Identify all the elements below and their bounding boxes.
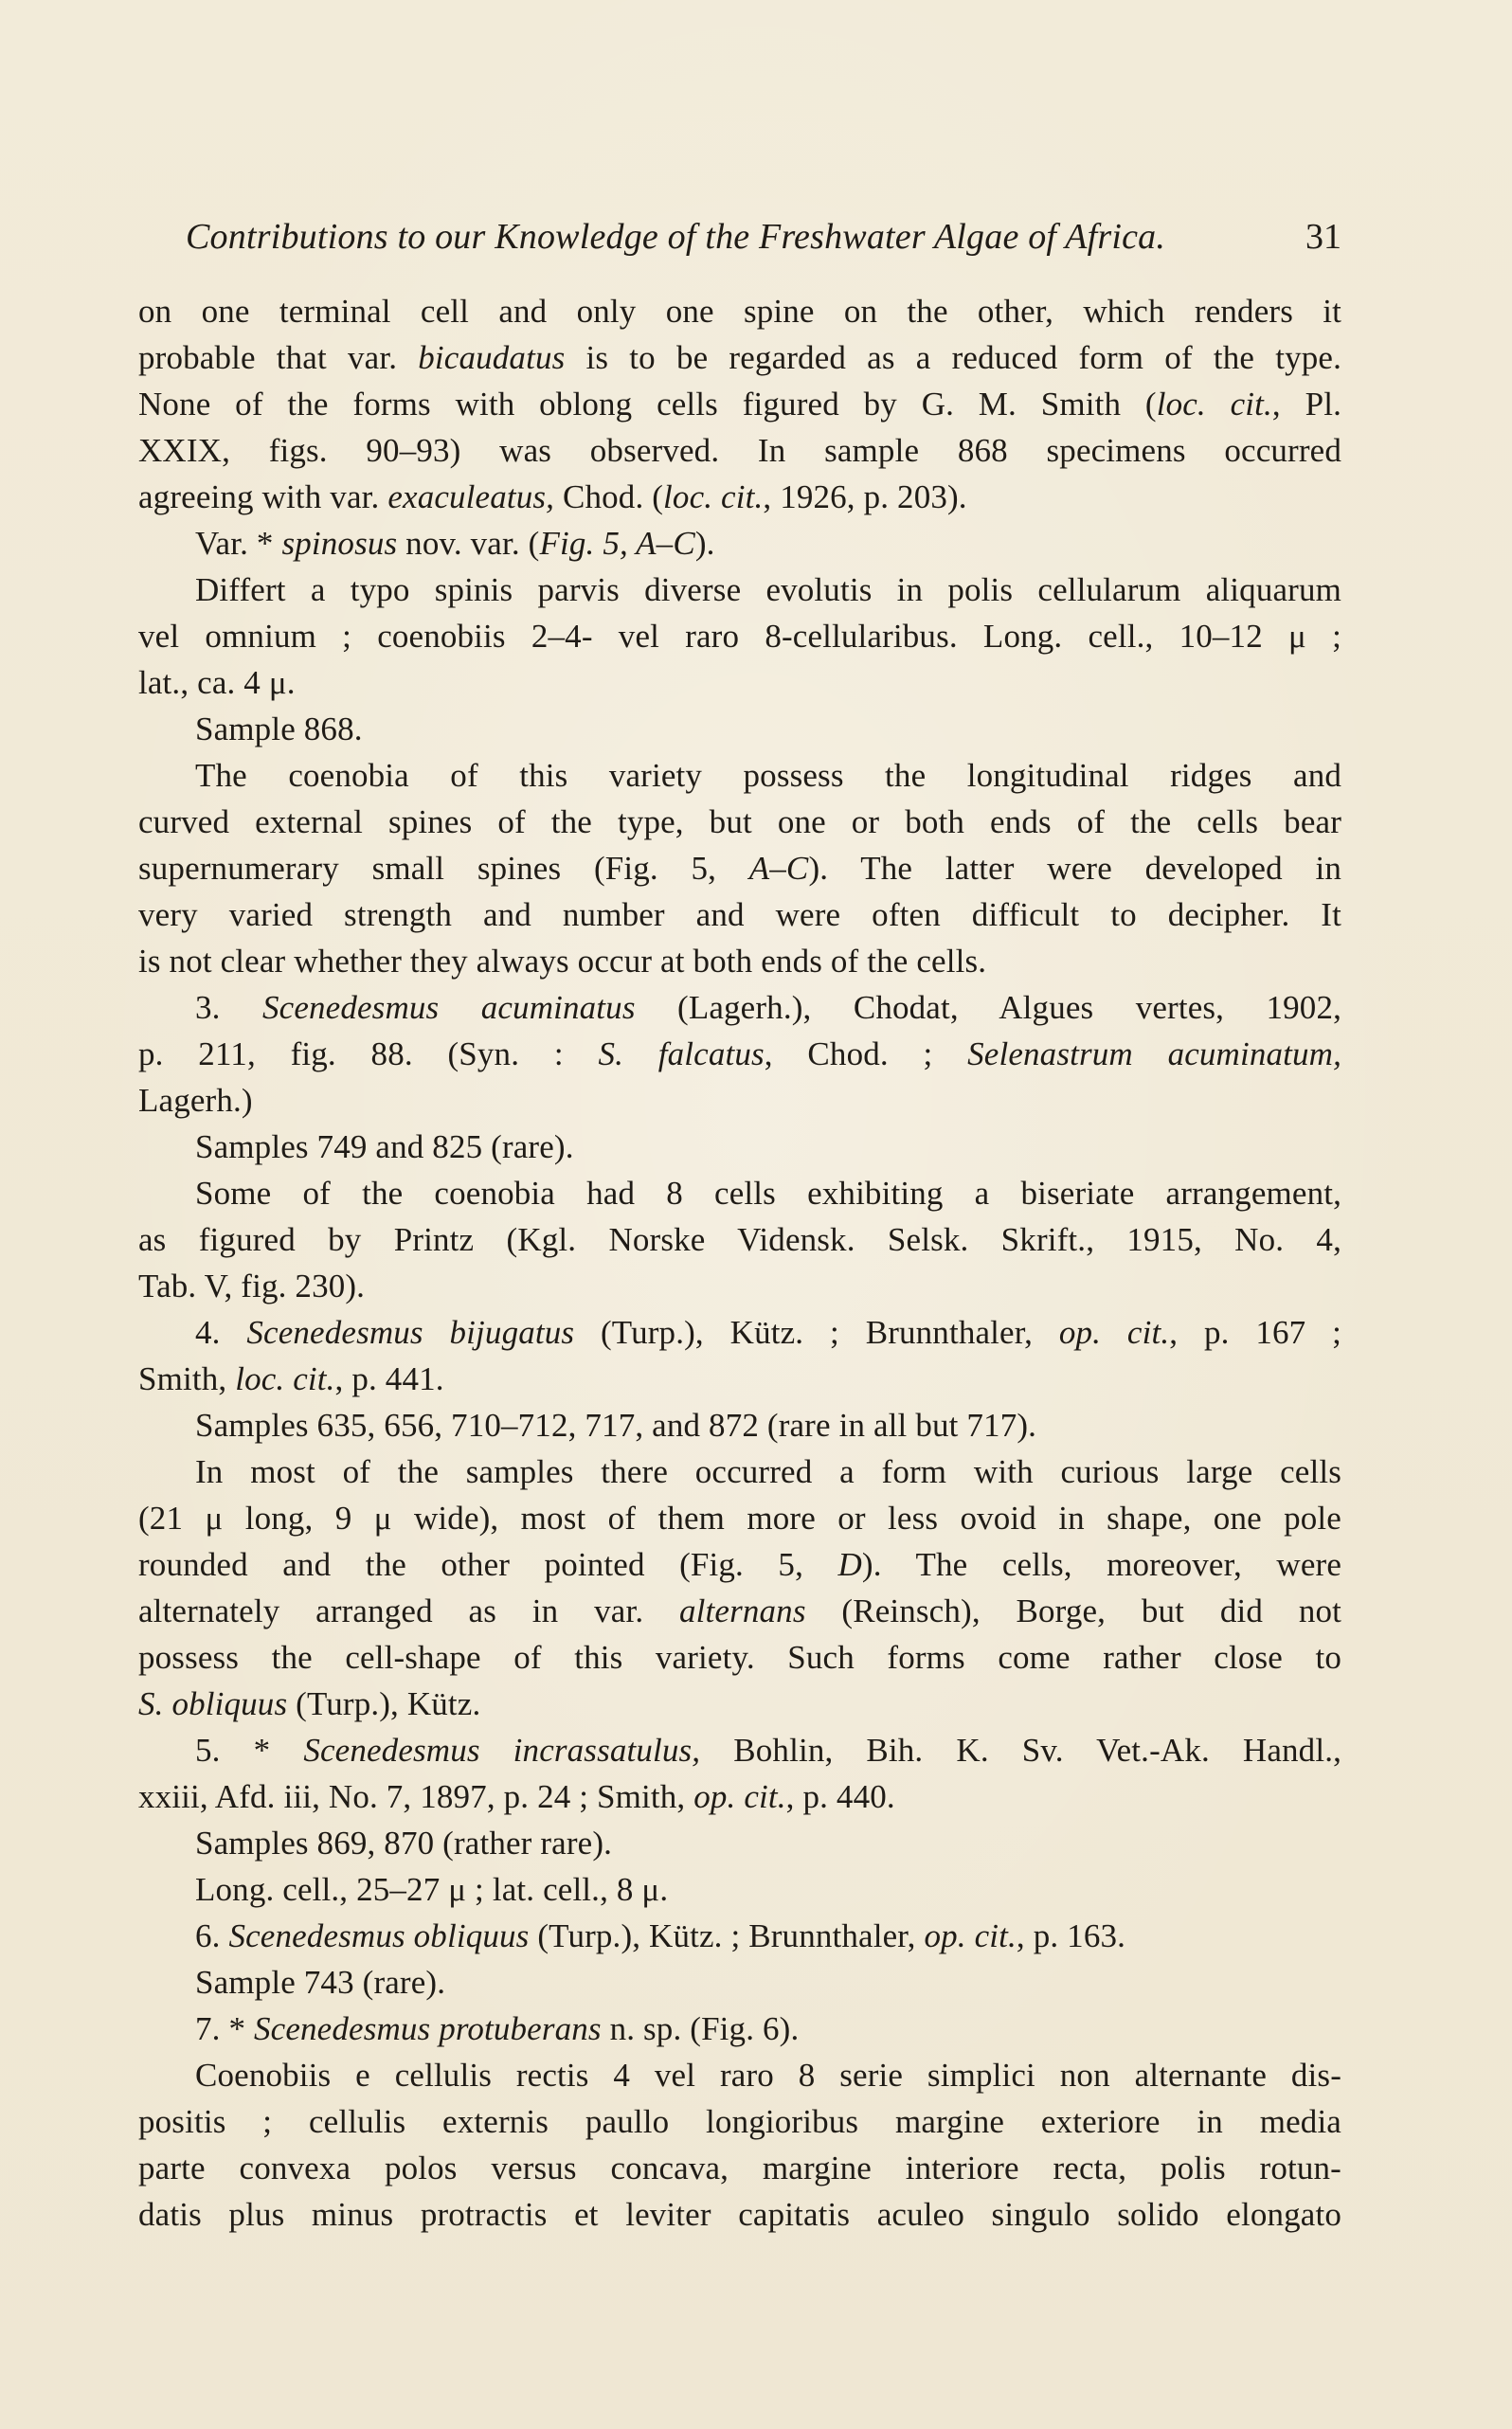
text-line: Samples 635, 656, 710–712, 717, and 872 (rare in all but 717).	[195, 1407, 1037, 1444]
text-line: Var. * spinosus nov. var. (Fig. 5, A–C).	[195, 525, 715, 562]
italic-text: alternans	[679, 1592, 806, 1629]
text-line: rounded and the other pointed (Fig. 5, D). The cells, moreover, were	[138, 1546, 1341, 1583]
text-line: vel omnium ; coenobiis 2–4- vel raro 8-cellularibus. Long. cell., 10–12 μ ;	[138, 618, 1341, 655]
text-line: positis ; cellulis externis paullo longioribus margine exteriore in media	[138, 2103, 1341, 2140]
text-line: as figured by Printz (Kgl. Norske Vidensk. Selsk. Skrift., 1915, No. 4,	[138, 1221, 1341, 1258]
text-line: (21 μ long, 9 μ wide), most of them more or less ovoid in shape, one pole	[138, 1500, 1341, 1537]
italic-text: loc. cit.	[235, 1360, 335, 1397]
italic-text: op. cit.	[924, 1917, 1017, 1954]
text-line: Differt a typo spinis parvis diverse evolutis in polis cellularum aliquarum	[195, 571, 1341, 608]
text-line: xxiii, Afd. iii, No. 7, 1897, p. 24 ; Smith, op. cit., p. 440.	[138, 1778, 895, 1815]
text-line: XXIX, figs. 90–93) was observed. In sample 868 specimens occurred	[138, 432, 1341, 469]
text-line: very varied strength and number and were often difficult to decipher. It	[138, 896, 1341, 933]
text-line: supernumerary small spines (Fig. 5, A–C). The latter were developed in	[138, 850, 1341, 887]
page-number: 31	[1305, 217, 1341, 257]
text-line: None of the forms with oblong cells figured by G. M. Smith (loc. cit., Pl.	[138, 386, 1341, 423]
text-line: 3. Scenedesmus acuminatus (Lagerh.), Chodat, Algues vertes, 1902,	[195, 989, 1342, 1026]
italic-text: spinosus	[281, 525, 398, 562]
text-line: 5. * Scenedesmus incrassatulus, Bohlin, Bih. K. Sv. Vet.-Ak. Handl.,	[195, 1732, 1342, 1769]
italic-text: exaculeatus,	[387, 478, 555, 515]
italic-text: Scenedesmus protuberans	[254, 2010, 602, 2047]
italic-text: S. obliquus	[138, 1685, 288, 1722]
text-line: Tab. V, fig. 230).	[138, 1268, 366, 1304]
italic-text: op. cit.	[1058, 1314, 1170, 1351]
text-line: possess the cell-shape of this variety. Such forms come rather close to	[138, 1639, 1341, 1676]
italic-text: Scenedesmus bijugatus	[246, 1314, 575, 1351]
text-line: S. obliquus (Turp.), Kütz.	[138, 1685, 481, 1722]
italic-text: op. cit.	[693, 1778, 786, 1815]
italic-text: Fig. 5, A–C	[539, 525, 695, 562]
text-line: p. 211, fig. 88. (Syn. : S. falcatus, Chod. ; Selenastrum acuminatum,	[138, 1035, 1341, 1072]
italic-text: Scenedesmus obliquus	[228, 1917, 530, 1954]
text-line: datis plus minus protractis et leviter capitatis aculeo singulo solido elongato	[138, 2196, 1341, 2233]
italic-text: D	[837, 1546, 862, 1583]
italic-text: Scenedesmus incrassatulus,	[303, 1732, 701, 1769]
text-line: alternately arranged as in var. alternans (Reinsch), Borge, but did not	[138, 1592, 1341, 1629]
text-line: Samples 749 and 825 (rare).	[195, 1128, 574, 1165]
italic-text: loc. cit.	[663, 478, 764, 515]
text-line: lat., ca. 4 μ.	[138, 664, 296, 701]
text-line: The coenobia of this variety possess the longitudinal ridges and	[195, 757, 1341, 794]
text-line: 6. Scenedesmus obliquus (Turp.), Kütz. ; Brunnthaler, op. cit., p. 163.	[195, 1917, 1126, 1954]
text-line: Long. cell., 25–27 μ ; lat. cell., 8 μ.	[195, 1871, 669, 1908]
italic-text: Scenedesmus acuminatus	[261, 989, 636, 1026]
text-line: In most of the samples there occurred a form with curious large cells	[195, 1453, 1341, 1490]
text-line: Sample 743 (rare).	[195, 1964, 446, 2001]
text-line: is not clear whether they always occur at both ends of the cells.	[138, 943, 987, 980]
text-line: Some of the coenobia had 8 cells exhibiting a biseriate arrangement,	[195, 1175, 1341, 1212]
text-line: Sample 868.	[195, 711, 363, 747]
italic-text: Selenastrum acuminatum,	[967, 1035, 1341, 1072]
text-line: parte convexa polos versus concava, margine interiore recta, polis rotun-	[138, 2150, 1341, 2186]
text-line: Smith, loc. cit., p. 441.	[138, 1360, 444, 1397]
text-line: 4. Scenedesmus bijugatus (Turp.), Kütz. ; Brunnthaler, op. cit., p. 167 ;	[195, 1314, 1342, 1351]
text-line: on one terminal cell and only one spine on the other, which renders it	[138, 293, 1341, 330]
italic-text: loc. cit.	[1156, 386, 1272, 423]
italic-text: bicaudatus	[418, 339, 566, 376]
text-line: curved external spines of the type, but one or both ends of the cells bear	[138, 803, 1341, 840]
running-header	[186, 208, 1341, 265]
text-line: agreeing with var. exaculeatus, Chod. (loc. cit., 1926, p. 203).	[138, 478, 967, 515]
italic-text: S. falcatus	[598, 1035, 765, 1072]
running-title: Contributions to our Knowledge of the Freshwater Algae of Africa.	[186, 217, 1166, 257]
text-line: 7. * Scenedesmus protuberans n. sp. (Fig. 6).	[195, 2010, 800, 2047]
text-line: Samples 869, 870 (rather rare).	[195, 1825, 613, 1862]
text-line: probable that var. bicaudatus is to be regarded as a reduced form of the type.	[138, 339, 1342, 376]
italic-text: A–C	[748, 850, 809, 887]
text-line: Lagerh.)	[138, 1082, 253, 1119]
body-text	[138, 288, 1341, 2238]
text-line: Coenobiis e cellulis rectis 4 vel raro 8 serie simplici non alternante dis-	[195, 2057, 1341, 2094]
